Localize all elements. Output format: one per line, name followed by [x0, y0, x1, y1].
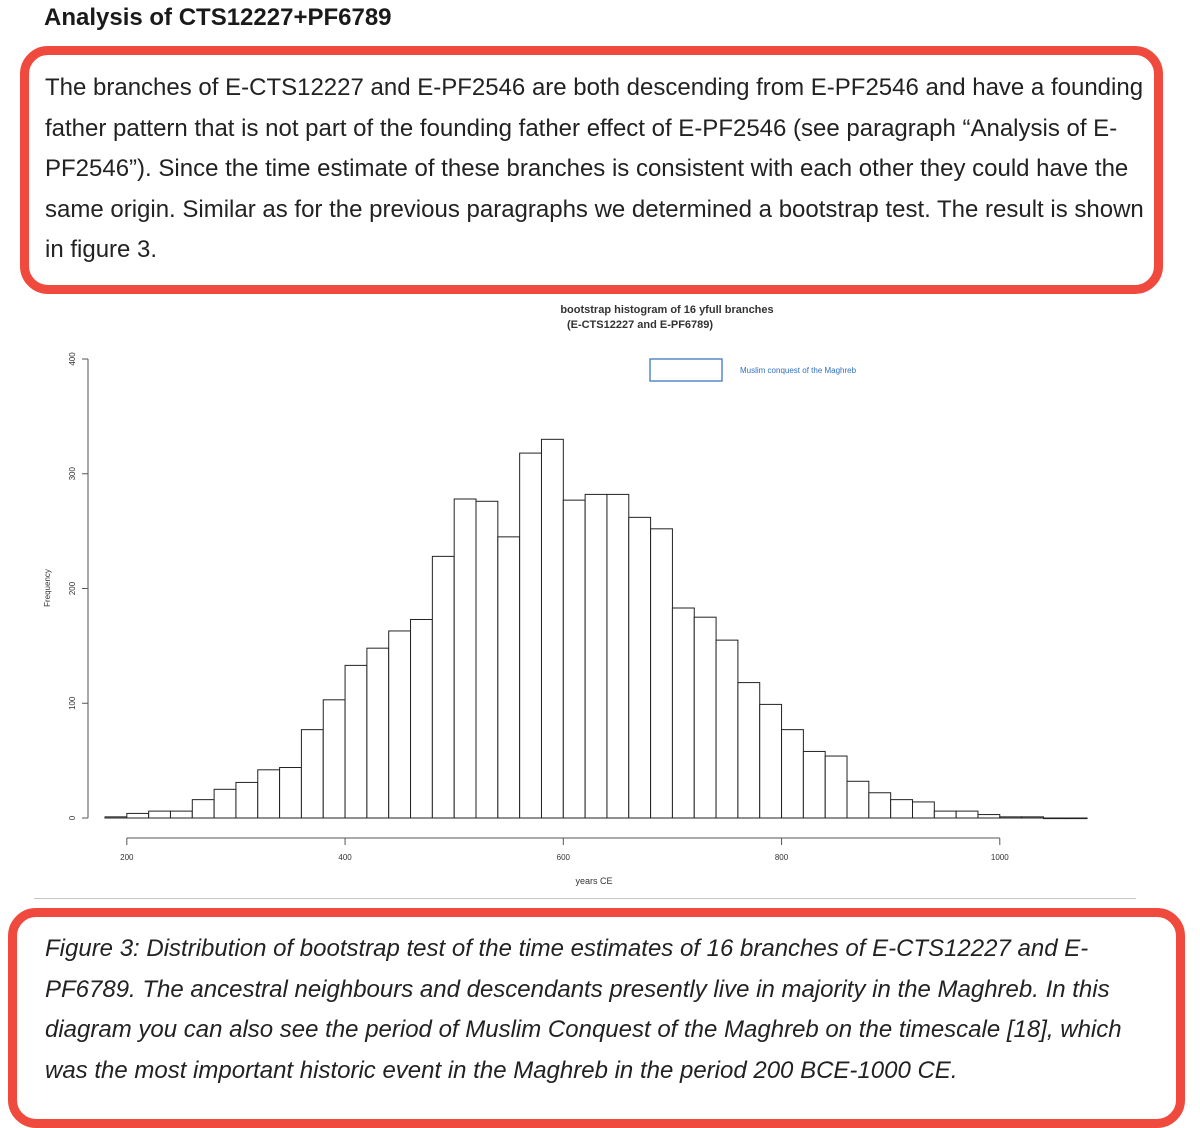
y-tick-label: 200 — [68, 581, 77, 596]
legend-swatch — [650, 359, 722, 381]
histogram-bar — [127, 813, 149, 818]
histogram-bar — [432, 556, 454, 818]
histogram-bar — [891, 800, 913, 818]
histogram-bar — [389, 631, 411, 818]
histogram-bar — [825, 756, 847, 818]
histogram-bar — [1043, 818, 1065, 819]
histogram-bar — [672, 608, 694, 818]
y-tick-label: 300 — [68, 467, 77, 481]
histogram-bar — [258, 770, 280, 818]
histogram-bar — [323, 700, 345, 818]
x-tick-label: 800 — [774, 853, 789, 862]
chart-subtitle: (E-CTS12227 and E-PF6789) — [566, 319, 714, 331]
section-divider — [34, 898, 1136, 899]
histogram-bar — [760, 704, 782, 818]
histogram-bar — [782, 730, 804, 818]
figure-caption: Figure 3: Distribution of bootstrap test of the time estimates of 16 branches of E-CTS12227 and E-PF6789. The ancestral neighbours and descendants presently live in majority in the Maghreb. In this diagram you can also see the period of Muslim Conquest of the Maghreb on the timescale [18], which was the most important historic event in the Maghreb in the period 200 BCE-1000 CE. — [45, 935, 1122, 1084]
bootstrap-histogram — [0, 296, 1200, 896]
chart-title: bootstrap histogram of 16 yfull branches — [560, 304, 774, 316]
x-tick-label: 600 — [556, 853, 570, 862]
section-heading: Analysis of CTS12227+PF6789 — [44, 4, 392, 31]
y-axis-label: Frequency — [43, 569, 52, 607]
histogram-bar — [912, 802, 934, 818]
histogram-bar — [563, 500, 585, 818]
y-tick-label: 0 — [68, 815, 77, 821]
histogram-bar — [934, 811, 956, 818]
histogram-bar — [869, 793, 891, 818]
histogram-bar — [345, 665, 367, 818]
legend-label: Muslim conquest of the Maghreb — [740, 366, 857, 375]
histogram-bar — [585, 494, 607, 818]
histogram-bar — [716, 640, 738, 818]
histogram-bar — [978, 815, 1000, 818]
histogram-bar — [738, 683, 760, 818]
histogram-bar — [607, 494, 629, 818]
histogram-bar — [1000, 817, 1022, 818]
x-tick-label: 400 — [338, 853, 352, 862]
histogram-bar — [651, 529, 673, 818]
histogram-bar — [170, 811, 192, 818]
body-paragraph: The branches of E-CTS12227 and E-PF2546 are both descending from E-PF2546 and have a founding father pattern that is not part of the founding father effect of E-PF2546 (see paragraph “Analysis of E-PF2546”). Since the time estimate of these branches is consistent with each other they could have the same origin. Similar as for the previous paragraphs we determined a bootstrap test. The result is shown in figure 3. — [45, 74, 1144, 263]
histogram-bar — [367, 648, 389, 818]
histogram-bar — [847, 781, 869, 818]
histogram-bar — [476, 501, 498, 818]
histogram-bar — [105, 817, 127, 818]
histogram-bar — [541, 439, 563, 818]
histogram-bar — [520, 453, 542, 818]
histogram-bar — [280, 768, 302, 818]
histogram-bar — [454, 499, 476, 818]
histogram-bar — [694, 617, 716, 818]
histogram-bar — [1022, 817, 1044, 818]
histogram-bar — [236, 782, 258, 818]
histogram-bar — [803, 751, 825, 818]
histogram-bar — [411, 619, 433, 818]
y-tick-label: 400 — [68, 352, 77, 366]
histogram-bar — [1065, 818, 1087, 819]
histogram-bar — [956, 811, 978, 818]
x-axis-label: years CE — [575, 876, 613, 886]
x-tick-label: 1000 — [990, 853, 1009, 862]
x-tick-label: 200 — [120, 853, 134, 862]
histogram-bar — [498, 537, 520, 818]
histogram-bar — [214, 789, 236, 818]
histogram-bar — [149, 811, 171, 818]
histogram-bar — [301, 730, 323, 818]
histogram-bar — [629, 517, 651, 818]
y-tick-label: 100 — [68, 696, 77, 710]
histogram-bar — [192, 800, 214, 818]
